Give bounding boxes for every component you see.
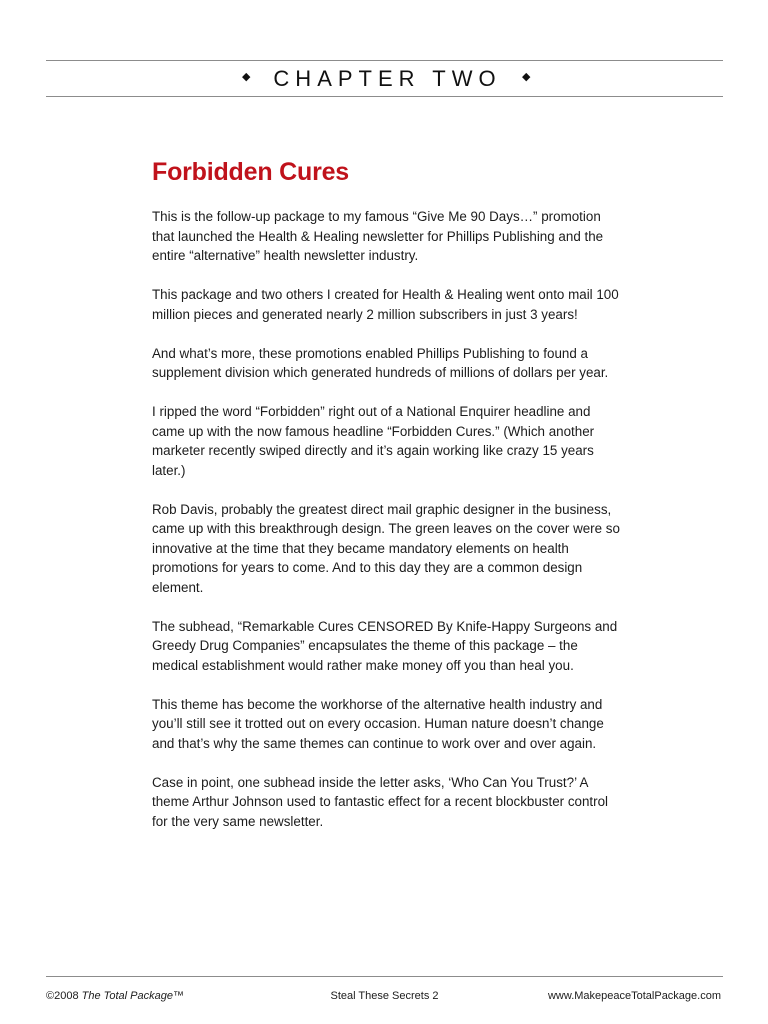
chapter-label: CHAPTER TWO <box>273 65 502 91</box>
paragraph-2: This package and two others I created for Health & Healing went onto mail 100 million pieces and generated nearly 2 million subscribers in just 3 years! <box>152 287 619 322</box>
paragraph-7: This theme has become the workhorse of the alternative health industry and you’ll still see it trotted out on every occasion. Human nature doesn’t change and that’s why the same themes can continue to work over and over again. <box>152 696 604 751</box>
footer-page-label: Steal These Secrets 2 <box>330 990 439 1002</box>
article-body <box>152 155 622 851</box>
paragraph-4: I ripped the word “Forbidden” right out of a National Enquirer headline and came up with the now famous headline “Forbidden Cures.” (Which another marketer recently swiped directly and it’s again working like crazy 15 years later.) <box>152 404 595 478</box>
paragraph-8: Case in point, one subhead inside the letter asks, ‘Who Can You Trust?’ A theme Arthur Johnson used to fantastic effect for a recent blockbuster control for the very same newsletter. <box>152 774 609 829</box>
diamond-ornament-left-icon: ◆ <box>242 71 251 83</box>
paragraph-6: The subhead, “Remarkable Cures CENSORED By Knife-Happy Surgeons and Greedy Drug Companies” encapsulates the theme of this package – the medical establishment would rather make money off you than heal you. <box>152 618 618 673</box>
page-footer <box>46 990 723 1008</box>
paragraph-3: And what’s more, these promotions enabled Phillips Publishing to found a supplement division which generated hundreds of millions of dollars per year. <box>152 345 609 380</box>
footer-rule <box>46 976 723 977</box>
publication-name: The Total Package™ <box>81 990 184 1002</box>
paragraph-5: Rob Davis, probably the greatest direct mail graphic designer in the business, came up with this breakthrough design. The green leaves on the cover were so innovative at the time that they became mandatory elements on health promotions for years to come. And to this day they are a common design element. <box>152 501 620 595</box>
footer-website-link[interactable]: www.MakepeaceTotalPackage.com <box>547 990 721 1002</box>
copyright-year: ©2008 <box>46 990 79 1002</box>
article-title: Forbidden Cures <box>152 158 350 186</box>
header-bottom-rule <box>46 96 723 97</box>
diamond-ornament-right-icon: ◆ <box>522 71 531 83</box>
chapter-header <box>46 61 723 96</box>
paragraph-1: This is the follow-up package to my famous “Give Me 90 Days…” promotion that launched the Health & Healing newsletter for Phillips Publishing and the entire “alternative” health newsletter industry. <box>152 209 604 263</box>
